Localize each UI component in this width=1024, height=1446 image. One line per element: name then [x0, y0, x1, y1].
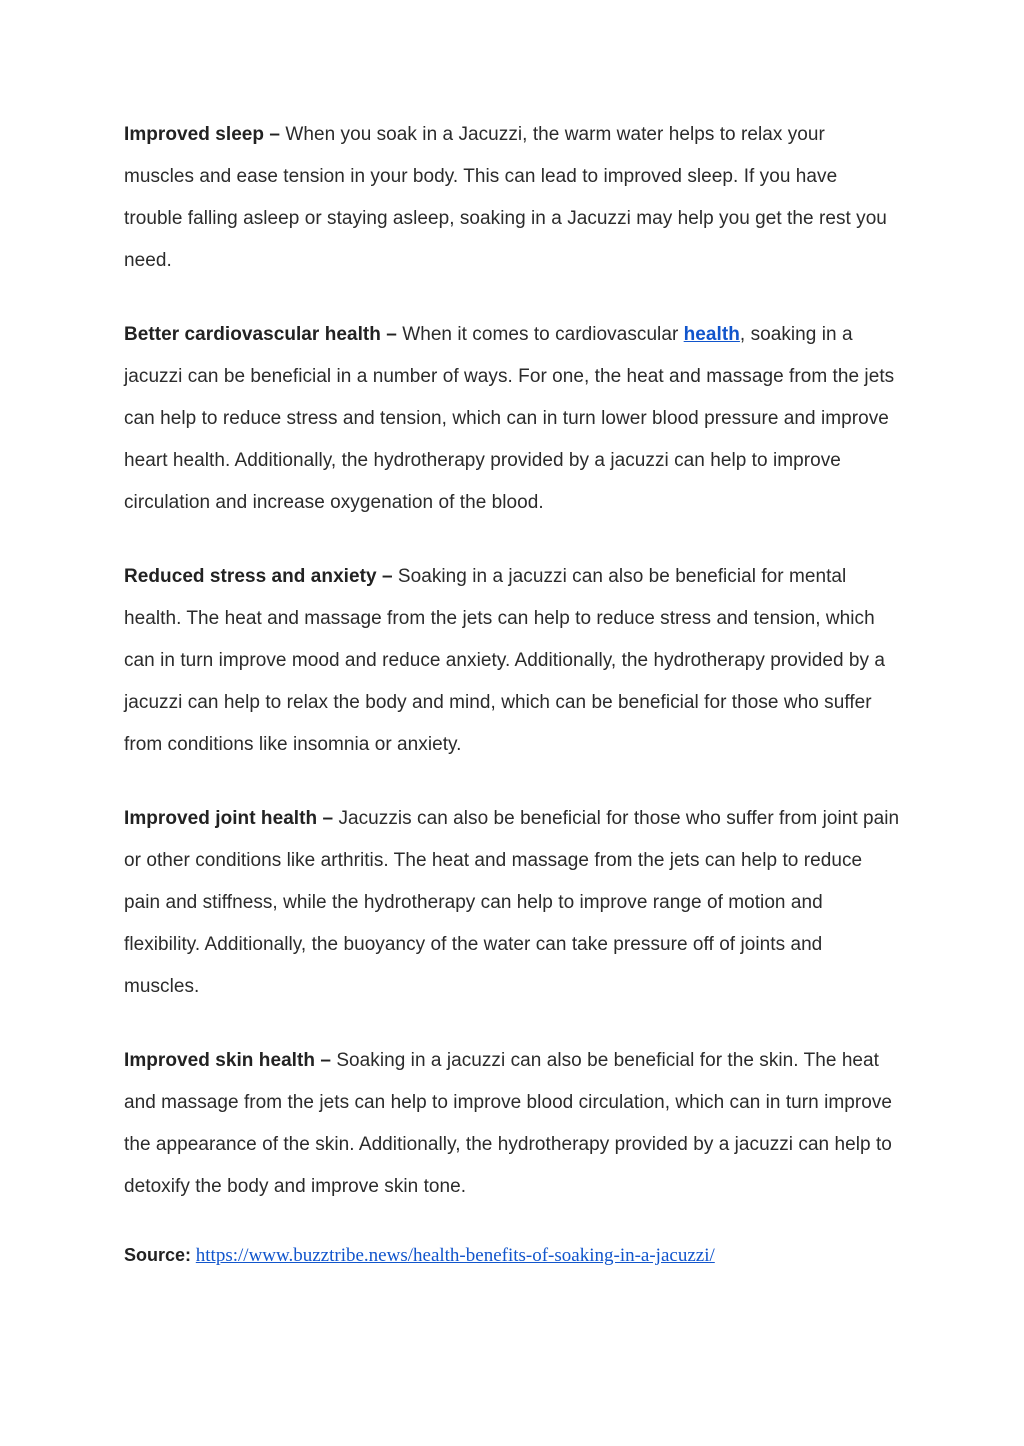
source-line: [124, 1240, 900, 1271]
paragraph-body: , soaking in a jacuzzi can be beneficial in a number of ways. For one, the heat and massage from the jets can help to reduce stress and tension, which can in turn lower blood pressure and improve heart health. Additionally, the hydrotherapy provided by a jacuzzi can help to improve circulation and increase oxygenation of the blood.: [124, 324, 895, 513]
paragraph-heading: Better cardiovascular health –: [124, 324, 397, 345]
paragraph-heading: Improved skin health –: [124, 1050, 331, 1071]
paragraph-body: Soaking in a jacuzzi can also be beneficial for mental health. The heat and massage from the jets can help to reduce stress and tension, which can in turn improve mood and reduce anxiety. Additionally, the hydrotherapy provided by a jacuzzi can help to relax the body and mind, which can be beneficial for those who suffer from conditions like insomnia or anxiety.: [124, 566, 886, 755]
source-link[interactable]: https://www.buzztribe.news/health-benefits-of-soaking-in-a-jacuzzi/: [195, 1245, 715, 1266]
paragraph-body: When you soak in a Jacuzzi, the warm water helps to relax your muscles and ease tension in your body. This can lead to improved sleep. If you have trouble falling asleep or staying asleep, soaking in a Jacuzzi may help you get the rest you need.: [124, 124, 887, 271]
paragraph-body: Soaking in a jacuzzi can also be beneficial for the skin. The heat and massage from the jets can help to improve blood circulation, which can in turn improve the appearance of the skin. Additionally, the hydrotherapy provided by a jacuzzi can help to detoxify the body and improve skin tone.: [124, 1050, 893, 1197]
paragraph-heading: Reduced stress and anxiety –: [124, 566, 393, 587]
paragraph-skin-health: [124, 1040, 900, 1208]
paragraph-joint-health: [124, 798, 900, 1008]
source-label: Source:: [124, 1245, 192, 1265]
paragraph-improved-sleep: [124, 114, 900, 282]
paragraph-reduced-stress: [124, 556, 900, 766]
paragraph-cardiovascular-health: [124, 314, 900, 524]
document-page: [124, 114, 900, 1290]
paragraph-heading: Improved sleep –: [124, 124, 281, 145]
health-link[interactable]: health: [683, 324, 740, 345]
paragraph-heading: Improved joint health –: [124, 808, 334, 829]
paragraph-body: When it comes to cardiovascular: [396, 324, 684, 345]
paragraph-body: Jacuzzis can also be beneficial for those who suffer from joint pain or other conditions like arthritis. The heat and massage from the jets can help to reduce pain and stiffness, while the hydrotherapy can help to improve range of motion and flexibility. Additionally, the buoyancy of the water can take pressure off of joints and muscles.: [124, 808, 900, 997]
